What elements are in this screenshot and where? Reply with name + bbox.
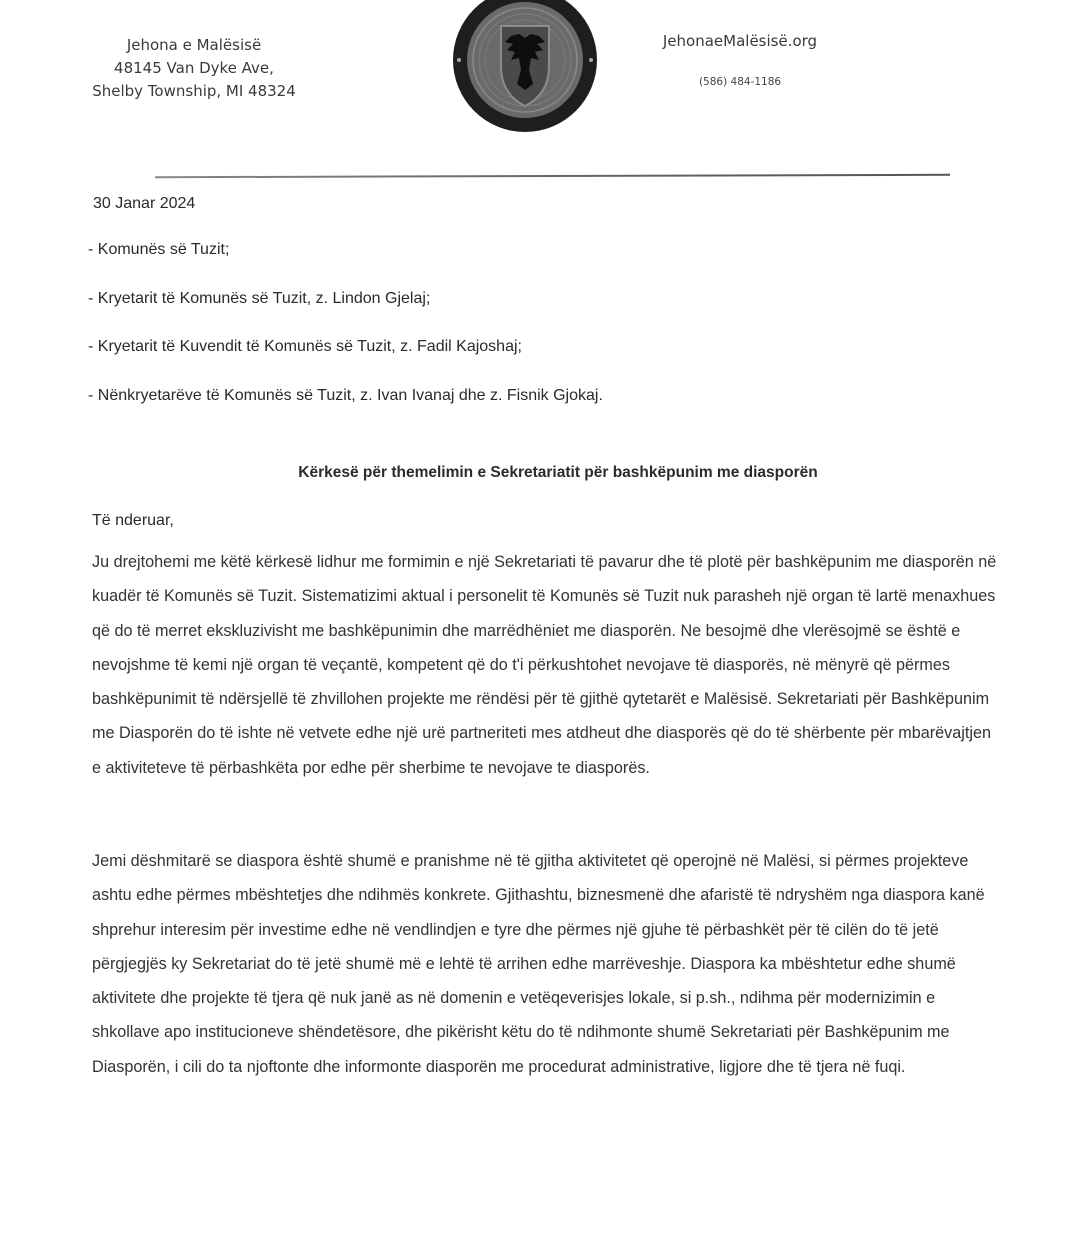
paragraph-line: Ju drejtohemi me këtë kërkesë lidhur me formimin e një Sekretariati të pavarur dhe të plotë për bashkëpunim me diasporën në [92,553,997,571]
paragraph-line: që do të merret ekskluzivisht me bashkëpunimin dhe marrëdhëniet me diasporën. Ne besojmë dhe vlerësojmë se është e [92,621,961,640]
paragraph-line: kuadër të Komunës së Tuzit. Sistematizimi aktual i personelit të Komunës së Tuzit nuk parasheh një organ të lartë menaxhues [92,587,996,606]
recipient-item: - Kryetarit të Komunës së Tuzit, z. Lindon Gjelaj; [88,289,431,307]
sender-address-block [84,34,304,103]
organization-name: Jehona e Malësisë [126,36,262,54]
body-paragraph-2 [92,851,1042,1091]
body-paragraph-1 [92,552,1042,792]
letter-subject: Kërkesë për themelimin e Sekretariatit për bashkëpunim me diasporën [298,464,818,481]
salutation: Të nderuar, [92,512,174,529]
paragraph-line: ashtu edhe përmes mbështetjes dhe ndihmës konkrete. Gjithashtu, biznesmenë dhe afaristë të ndryshëm nga diaspora kanë [92,886,985,905]
paragraph-line: përgjegjës ky Sekretariat do të jetë shumë më e lehtë të arrihen edhe marrëveshje. Diaspora ka mbështetur edhe shumë [92,954,956,973]
sender-contact-block [640,30,840,88]
recipient-item: - Nënkryetarëve të Komunës së Tuzit, z. Ivan Ivanaj dhe z. Fisnik Gjokaj. [88,386,603,404]
paragraph-line: Diasporën, i cili do ta njoftonte dhe informonte diasporën me procedurat administrative, ligjore dhe të tjera në fuqi. [92,1057,906,1076]
paragraph-line: nevojshme të kemi një organ të veçantë, kompetent që do t'i përkushtohet nevojave të diasporës, në mënyrë që përmes [92,655,950,674]
paragraph-line: me Diasporën do të ishte në vetvete edhe një urë partneriteti mes atdheut dhe diasporës që do të shërbente për mbarëvajtjen [92,724,991,743]
paragraph-line: shprehur interesim për investime edhe në vendlindjen e tyre dhe përmes një gjuhe të përbashkët për të cilën do të jetë [92,920,939,939]
recipient-item: - Komunës së Tuzit; [88,241,230,258]
organization-seal-icon [451,0,599,134]
paragraph-line: Jemi dëshmitarë se diaspora është shumë e pranishme në të gjitha aktivitetet që operojnë në Malësi, si përmes projekteve [92,852,969,870]
organization-website-link[interactable]: JehonaeMalësisë.org [662,32,818,50]
recipient-item: - Kryetarit të Kuvendit të Komunës së Tuzit, z. Fadil Kajoshaj; [88,338,522,355]
paragraph-line: shkollave apo institucioneve shëndetësore, dhe pikërisht këtu do të ndihmonte shumë Sekretariati për Bashkëpunim me [92,1023,950,1042]
paragraph-line: bashkëpunimit të ndërsjellë të zhvillohen projekte me rëndësi për të gjithë qytetarët e Malësisë. Sekretariati për Bashkëpunim [92,690,990,709]
recipient-list [88,240,603,434]
paragraph-line: e aktiviteteve të përbashkëta por edhe për sherbime te nevojave te diasporës. [92,758,650,777]
paragraph-line: aktivitete dhe projekte të tjera që nuk janë as në domenin e vetëqeverisjes lokale, si p.sh., ndihma për modernizimin e [92,989,936,1008]
address-line-2: Shelby Township, MI 48324 [92,82,296,100]
letter-date: 30 Janar 2024 [93,195,196,212]
organization-phone: (586) 484-1186 [698,76,782,88]
letterhead-divider [155,174,950,178]
address-line-1: 48145 Van Dyke Ave, [114,59,274,77]
